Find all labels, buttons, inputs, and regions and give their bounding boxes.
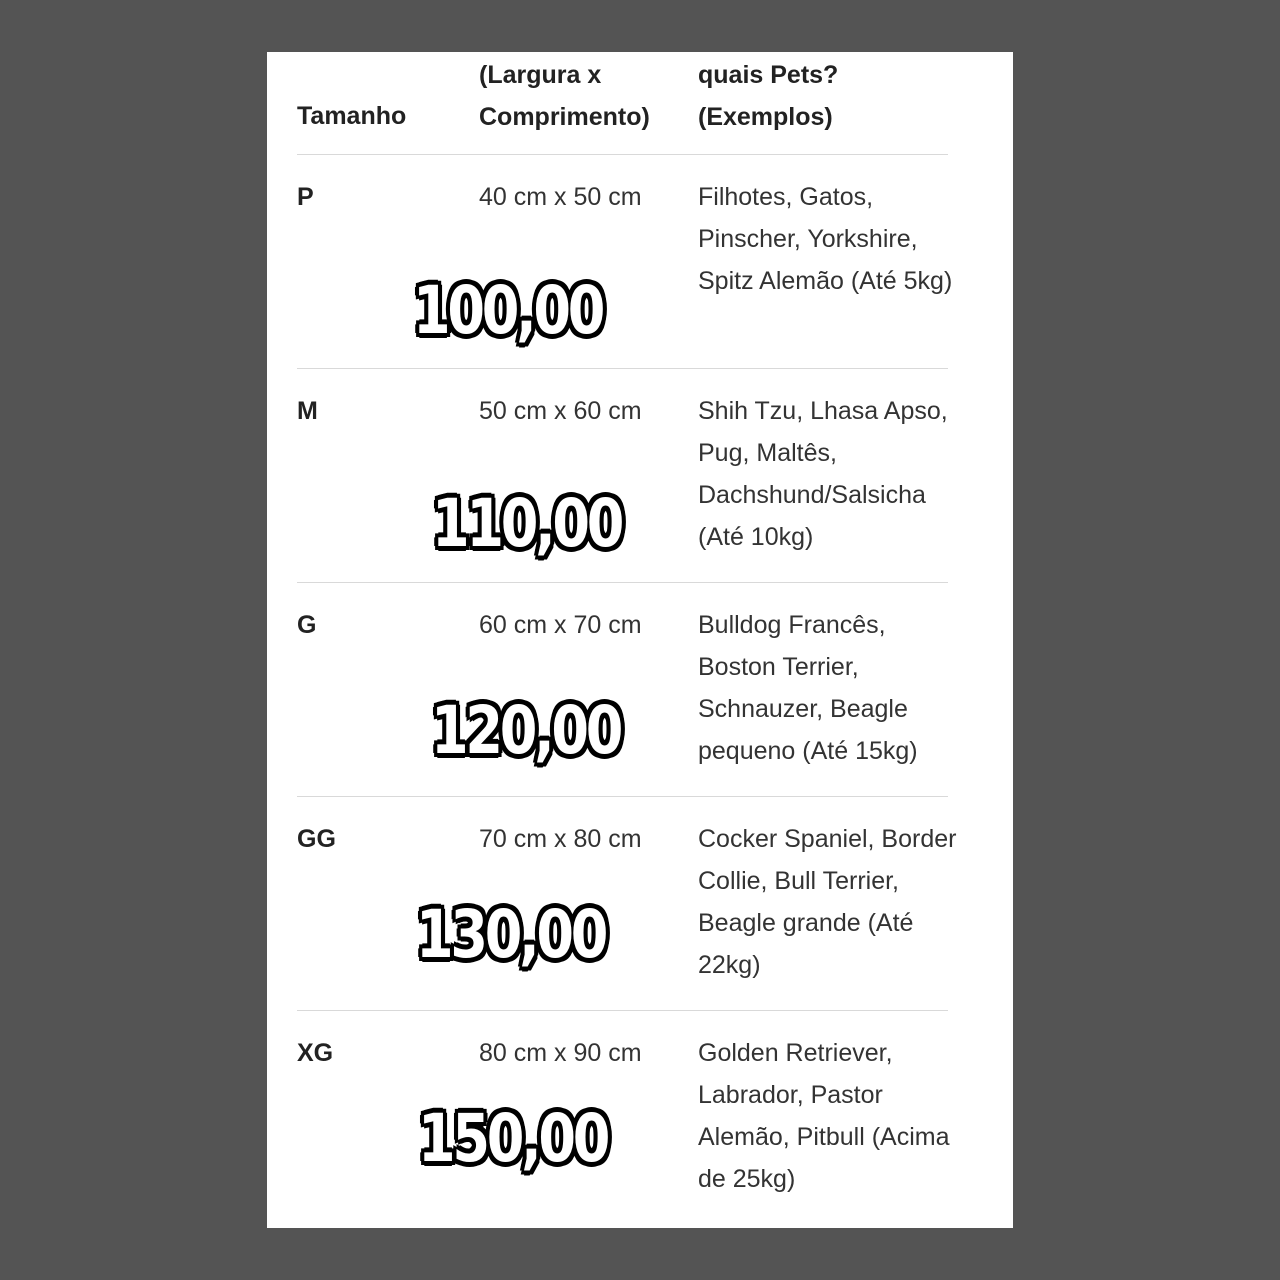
size-table-sheet (267, 52, 1013, 1228)
row-size-g: G (297, 611, 317, 639)
header-pets: quais Pets? (Exemplos) (698, 61, 839, 131)
header-dimensions: (Largura x Comprimento) (479, 61, 650, 131)
row-divider (297, 796, 948, 797)
price-p: 100,00 (413, 272, 603, 349)
price-m: 110,00 (432, 485, 622, 562)
row-divider (297, 582, 948, 583)
row-divider (297, 1010, 948, 1011)
row-pets-m: Shih Tzu, Lhasa Apso, Pug, Maltês, Dachshund/Salsicha (Até 10kg) (698, 397, 948, 551)
row-size-gg: GG (297, 825, 336, 853)
row-pets-p: Filhotes, Gatos, Pinscher, Yorkshire, Spitz Alemão (Até 5kg) (698, 183, 953, 295)
price-gg: 130,00 (416, 896, 606, 973)
row-size-m: M (297, 397, 318, 425)
row-dimensions-p: 40 cm x 50 cm (479, 183, 642, 211)
row-pets-g: Bulldog Francês, Boston Terrier, Schnauzer, Beagle pequeno (Até 15kg) (698, 611, 918, 765)
row-pets-gg: Cocker Spaniel, Border Collie, Bull Terrier, Beagle grande (Até 22kg) (698, 825, 957, 979)
row-pets-xg: Golden Retriever, Labrador, Pastor Alemão, Pitbull (Acima de 25kg) (698, 1039, 950, 1193)
row-dimensions-g: 60 cm x 70 cm (479, 611, 642, 639)
row-dimensions-m: 50 cm x 60 cm (479, 397, 642, 425)
row-size-xg: XG (297, 1039, 334, 1067)
header-size: Tamanho (297, 102, 407, 130)
header-divider (297, 154, 948, 155)
price-xg: 150,00 (418, 1100, 608, 1177)
row-dimensions-gg: 70 cm x 80 cm (479, 825, 642, 853)
price-g: 120,00 (431, 692, 621, 769)
row-dimensions-xg: 80 cm x 90 cm (479, 1039, 642, 1067)
row-size-p: P (297, 183, 314, 211)
row-divider (297, 368, 948, 369)
